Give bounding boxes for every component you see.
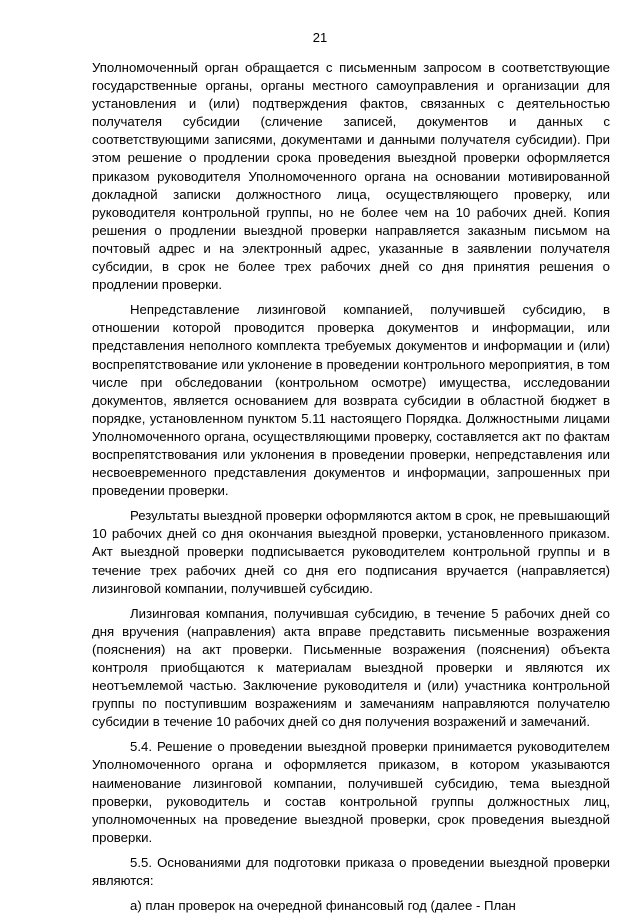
- paragraph-objections: Лизинговая компания, получившая субсидию, в течение 5 рабочих дней со дня вручения (направления) акта вправе представить письменные возражения (пояснения) на акт проверки. Письменные возражения (пояснения) объекта контроля приобщаются к материалам выездной проверки и являются их неотъемлемой частью. Заключение руководителя и (или) участника контрольной группы по поступившим возражениям и замечаниям направляются получателю субсидии в течение 10 рабочих дней со дня получения возражений и замечаний.: [92, 605, 610, 730]
- paragraph-5-5-a: а) план проверок на очередной финансовый год (далее - План: [130, 898, 516, 914]
- document-body: [92, 59, 610, 922]
- page-number: 21: [312, 30, 328, 45]
- paragraph-non-submission-of-documents: Непредставление лизинговой компанией, получившей субсидию, в отношении которой проводится проверка документов и информации, или представления неполного комплекта требуемых документов и информации и (или) воспрепятствование или уклонение в проведении контрольного мероприятия, в том числе при обследовании (контрольном осмотре) имущества, исследовании документов, является основанием для возврата субсидии в областной бюджет в порядке, установленном пунктом 5.11 настоящего Порядка. Должностными лицами Уполномоченного органа, осуществляющими проверку, составляется акт по фактам воспрепятствования или уклонения в проведении проверки, непредставления или несвоевременного представления документов и информации, запрошенных при проведении проверки.: [92, 302, 610, 499]
- paragraph-extension-of-inspection: Уполномоченный орган обращается с письменным запросом в соответствующие государственные органы, органы местного самоуправления и организации для установления и (или) подтверждения фактов, связанных с деятельностью получателя субсидии (сличение записей, документов и данных с соответствующими записями, документами и данными получателя субсидии). При этом решение о продлении срока проведения выездной проверки оформляется приказом руководителя Уполномоченного органа на основании мотивированной докладной записки должностного лица, осуществляющего проверку, или руководителя контрольной группы, но не более чем на 10 рабочих дней. Копия решения о продлении выездной проверки направляется заказным письмом на почтовый адрес и на электронный адрес, указанные в заявлении получателя субсидии, в срок не более трех рабочих дней со дня принятия решения о продлении проверки.: [92, 60, 610, 293]
- paragraph-5-4: 5.4. Решение о проведении выездной проверки принимается руководителем Уполномоченного органа и оформляется приказом, в котором указываются наименование лизинговой компании, получившей субсидию, тема выездной проверки, руководитель и состав контрольной группы должностных лиц, уполномоченных на проведение выездной проверки, срок проведения выездной проверки.: [92, 739, 610, 845]
- paragraph-5-5: 5.5. Основаниями для подготовки приказа о проведении выездной проверки являются:: [92, 854, 610, 889]
- paragraph-inspection-results: Результаты выездной проверки оформляются актом в срок, не превышающий 10 рабочих дней со дня окончания выездной проверки, установленного приказом. Акт выездной проверки подписывается руководителем контрольной группы и в течение трех рабочих дней со дня его подписания вручается (направляется) лизинговой компании, получившей субсидию.: [92, 508, 610, 596]
